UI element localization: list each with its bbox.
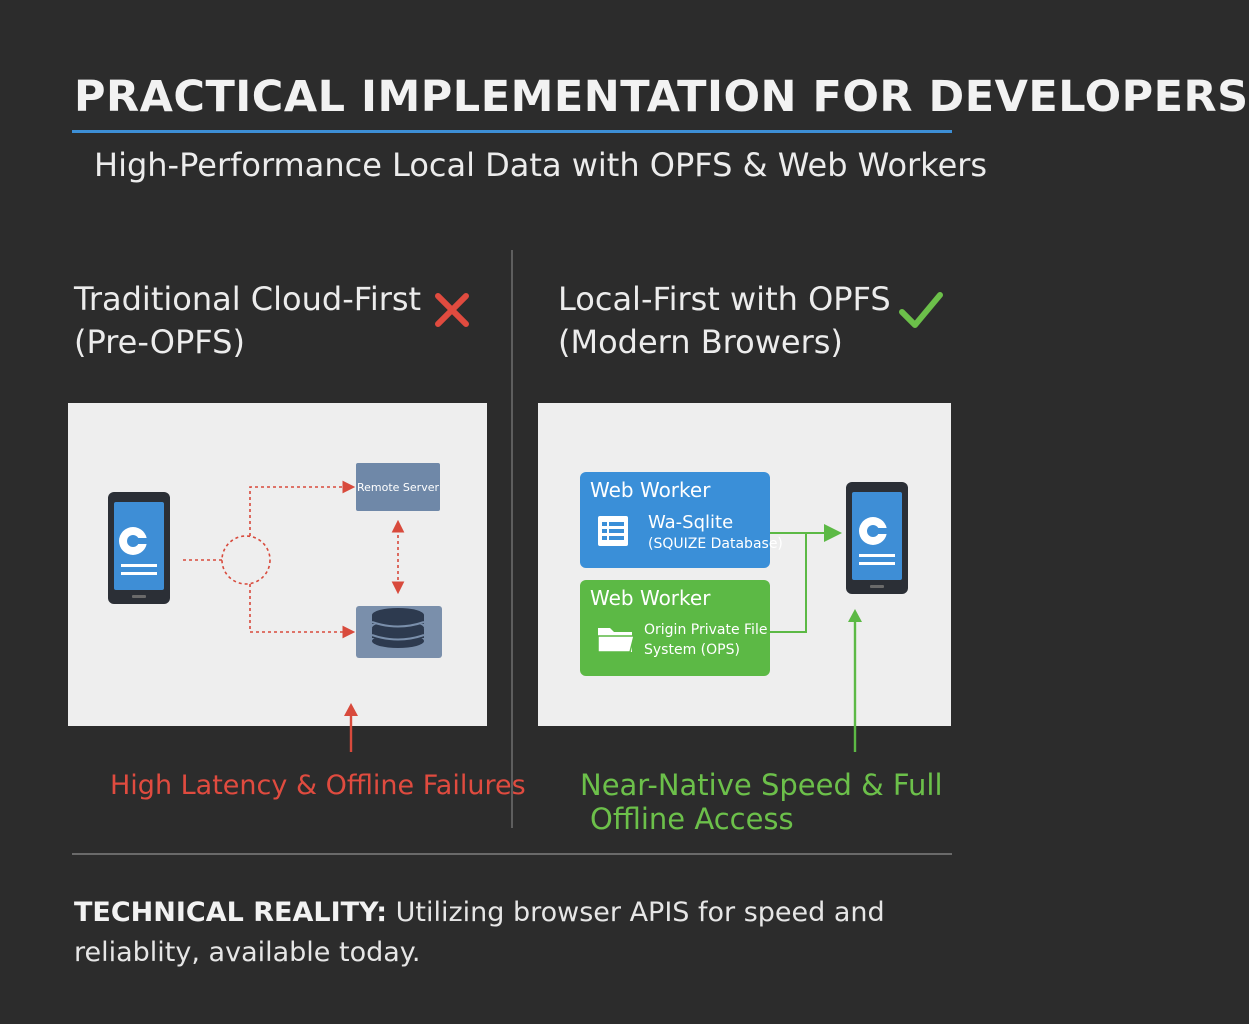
right-caption-line2: Offline Access [590, 802, 794, 836]
worker-engine-name: Wa-Sqlite [648, 512, 734, 533]
left-phone-icon [108, 492, 170, 604]
right-caption [580, 768, 943, 836]
right-caption-line1: Near-Native Speed & Full [580, 768, 943, 802]
footer-text: Utilizing browser APIS for speed and reliablity, available today. [74, 897, 885, 968]
worker-storage-detail: System (OPS) [644, 642, 740, 658]
database-icon [356, 606, 442, 658]
left-heading-line2: (Pre-OPFS) [74, 323, 245, 361]
database-table-icon [596, 514, 630, 548]
web-worker-sqlite-card [580, 472, 783, 568]
right-up-arrow [848, 609, 862, 752]
page-subtitle: High-Performance Local Data with OPFS & Web Workers [94, 146, 988, 184]
right-phone-icon [846, 482, 908, 594]
web-worker-opfs-card [580, 580, 770, 676]
worker-storage-name: Origin Private File [644, 622, 768, 638]
left-caption: High Latency & Offline Failures [110, 770, 526, 801]
left-up-arrow [344, 703, 358, 752]
footer-lead: TECHNICAL REALITY: [74, 897, 388, 928]
worker-engine-detail: (SQUIZE Database) [648, 536, 783, 552]
folder-icon [596, 622, 636, 656]
left-heading-line1: Traditional Cloud-First [74, 280, 422, 318]
remote-server-box: Remote Server [356, 463, 440, 511]
right-heading-line1: Local-First with OPFS [558, 280, 891, 318]
right-heading-line2: (Modern Browers) [558, 323, 843, 361]
page-title: PRACTICAL IMPLEMENTATION FOR DEVELOPERS [74, 72, 1249, 122]
footer-note [74, 893, 894, 973]
worker-title: Web Worker [590, 586, 711, 610]
worker-title: Web Worker [590, 478, 711, 502]
footer-divider [72, 853, 952, 855]
